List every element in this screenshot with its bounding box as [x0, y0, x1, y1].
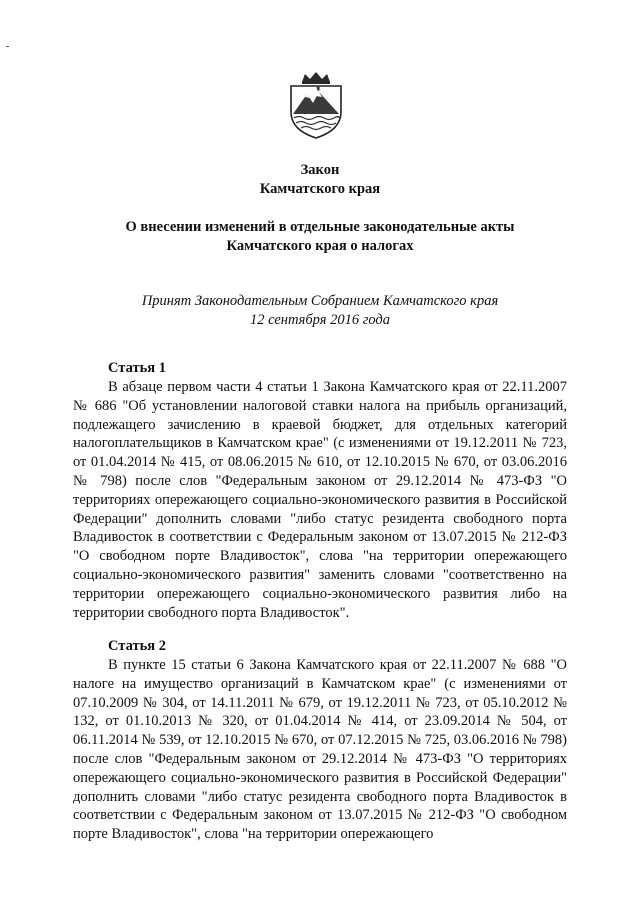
article-2-text: В пункте 15 статьи 6 Закона Камчатского края от 22.11.2007 № 688 "О налоге на имущество организаций в Камчатском крае" (с изменениями от 07.10.2009 № 304, от 14.11.2011 № 679, от 19.12.2011 № 723, от 05.10.2012 № 132, от 01.10.2013 № 320, от 01.04.2014 № 414, от 23.09.2014 № 504, от 06.11.2014 № 539, от 12.10.2015 № 670, от 07.12.2015 № 725, 03.06.2016 № 798) после слов "Федеральным законом от 29.12.2014 № 473-ФЗ "О территориях опережающего социально-экономического развития в Российской Федерации" дополнить словами "либо статус резидента свободного порта Владивосток в соответствии с Федеральным законом от 13.07.2015 № 212-ФЗ "О свободном порте Владивосток", слова "на территории опережающего [73, 657, 567, 843]
article-1-text: В абзаце первом части 4 статьи 1 Закона Камчатского края от 22.11.2007 № 686 "Об установлении налоговой ставки налога на прибыль организаций, подлежащего зачислению в краевой бюджет, для отдельных категорий налогоплательщиков в Камчатском крае" (с изменениями от 19.12.2011 № 723, от 01.04.2014 № 415, от 08.06.2015 № 610, от 12.10.2015 № 670, от 03.06.2016 № 798) после слов "Федеральным законом от 29.12.2014 № 473-ФЗ "О территориях опережающего социально-экономического развития в Российской Федерации" дополнить словами "либо статус резидента свободного порта Владивосток в соответствии с Федеральным законом от 13.07.2015 № 212-ФЗ "О свободном порте Владивосток", слова "на территории опережающего социально-экономического развития" заменить словами "соответственно на территории опережающего социально-экономического развития либо на территории свободного порта Владивосток". [73, 379, 567, 621]
subject-line-2: Камчатского края о налогах [226, 238, 414, 254]
article-2-heading: Статья 2 [108, 638, 166, 654]
article-1-heading: Статья 1 [108, 360, 166, 376]
adopted-date: 12 сентября 2016 года [249, 312, 391, 328]
kamchatka-coat-of-arms-icon [285, 70, 347, 140]
adopted-line-1: Принят Законодательным Собранием Камчатского края [141, 293, 499, 309]
scan-mark [6, 46, 9, 47]
region-title: Камчатского края [259, 181, 381, 197]
subject-line-1: О внесении изменений в отдельные законодательные акты [125, 219, 515, 235]
doc-type-title: Закон [300, 162, 340, 178]
